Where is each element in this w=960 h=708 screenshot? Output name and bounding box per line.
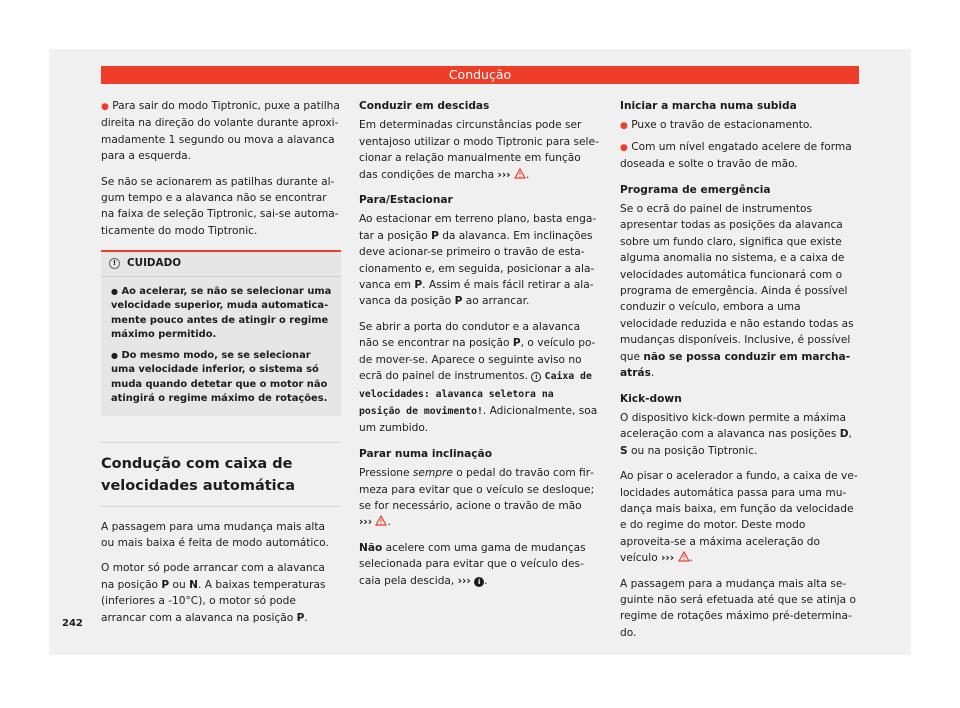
caution-title: CUIDADO [127, 257, 182, 270]
paragraph: Em determinadas circunstâncias pode ser ventajoso utilizar o modo Tiptronic para selecionar a relação manualmente em função das condições de marcha ››› . [359, 119, 599, 181]
reference-arrows: ››› [359, 516, 373, 529]
paragraph: Ao estacionar em terreno plano, basta engatar a posição P da alavanca. Em inclinações deve acionar-se primeiro o travão de estacionamento e, em seguida, posicionar a alavanca em P. Assim é mais fácil retirar a alavanca da posição P ao arrancar. [359, 213, 597, 308]
paragraph: O motor só pode arrancar com a alavanca na posição P ou N. A baixas temperaturas (inferiores a -10°C), o motor só pode arrancar com a alavanca na posição P. [101, 562, 326, 624]
paragraph: Se não se acionarem as patilhas durante algum tempo e a alavanca não se encontrar na faixa de seleção Tiptronic, sai-se automaticamente do modo Tiptronic. [101, 175, 339, 237]
paragraph: A passagem para a mudança mais alta seguinte não será efetuada até que se atinja o regime de rotações máximo pré-determinado. [620, 577, 856, 639]
paragraph-text: Para sair do modo Tiptronic, puxe a patilha direita na direção do volante durante aproximadamente 1 segundo ou mova a alavanca para a esquerda. [101, 100, 340, 163]
subheading: Conduzir em descidas [359, 100, 490, 112]
paragraph: Pressione sempre o pedal do travão com firmeza para evitar que o veículo se desloque; se for necessário, acione o travão de mão ››› . [359, 467, 595, 529]
subheading: Programa de emergência [620, 183, 771, 196]
page-number: 242 [62, 618, 83, 629]
list-item: ● Puxe o travão de estacionamento. [620, 119, 813, 132]
warning-triangle-icon [514, 168, 526, 179]
column-1 [101, 98, 341, 635]
bullet-icon: ● [620, 121, 628, 132]
exclamation-icon: ! [109, 258, 120, 269]
list-item: ● Com um nível engatado acelere de forma doseada e solte o travão de mão. [620, 140, 852, 171]
reference-arrows: ››› [661, 552, 675, 565]
subheading: Kick-down [620, 392, 682, 405]
caution-item: ● Do mesmo modo, se se selecionar uma velocidade inferior, o sistema só muda quando detetar que o motor não atingirá o regime máximo de rotações. [111, 349, 328, 405]
paragraph: Se o ecrã do painel de instrumentos apresentar todas as posições da alavanca sobre um fundo claro, significa que existe alguma anomalia no sistema, e a caixa de velocidades automática funcionará com o programa de emergência. Ainda é possível conduzir o veículo, embora a uma velocidade reduzida e não estando todas as mudanças disponíveis. Inclusive, é possível que não se possa conduzir em marcha-atrás. [620, 203, 854, 380]
reference-arrows: ››› [497, 168, 511, 181]
bullet-icon: ● [111, 286, 118, 296]
caution-header [101, 252, 341, 276]
column-2 [359, 98, 600, 598]
caution-body [101, 277, 341, 416]
bullet-icon: ● [620, 142, 628, 153]
warning-triangle-icon [678, 551, 690, 562]
section-title: Condução com caixa de velocidades automática [101, 442, 341, 507]
exclamation-icon: ! [531, 372, 541, 382]
bullet-icon: ● [101, 102, 109, 112]
caution-box [101, 250, 341, 415]
warning-triangle-icon [375, 515, 387, 526]
paragraph: Ao pisar o acelerador a fundo, a caixa de velocidades automática passa para uma mudança mais baixa, em função da velocidade e do regime do motor. Deste modo aproveita-se a máxima aceleração do veículo ››› . [620, 470, 858, 565]
paragraph: O dispositivo kick-down permite a máxima aceleração com a alavanca nas posições D, S ou na posição Tiptronic. [620, 411, 852, 457]
display-message: Caixa de velocidades: alavanca seletora na posição de movimento! [359, 371, 592, 417]
subheading: Iniciar a marcha numa subida [620, 100, 797, 112]
reference-arrows: ››› [457, 574, 471, 587]
caution-item: ● Ao acelerar, se não se selecionar uma velocidade superior, muda automaticamente pouco antes de atingir o regime máximo permitido. [111, 285, 332, 341]
page-header: Condução [101, 66, 859, 84]
paragraph [101, 98, 341, 165]
subheading: Para/Estacionar [359, 194, 453, 207]
paragraph: Se abrir a porta do condutor e a alavanca não se encontrar na posição P, o veículo pode mover-se. Aparece o seguinte aviso no ecrã do painel de instrumentos. ! Caixa de velocidades: alavanca seletora na posição de movimento!. Adicionalmente, soa um zumbido. [359, 320, 598, 435]
bullet-icon: ● [111, 350, 118, 360]
paragraph: Não acelere com uma gama de mudanças selecionada para evitar que o veículo descaia pela descida, ››› i . [359, 541, 586, 587]
column-3 [620, 98, 860, 650]
subheading: Parar numa inclinação [359, 447, 492, 460]
info-circle-icon: i [474, 577, 484, 587]
paragraph: A passagem para uma mudança mais alta ou mais baixa é feita de modo automático. [101, 520, 329, 550]
